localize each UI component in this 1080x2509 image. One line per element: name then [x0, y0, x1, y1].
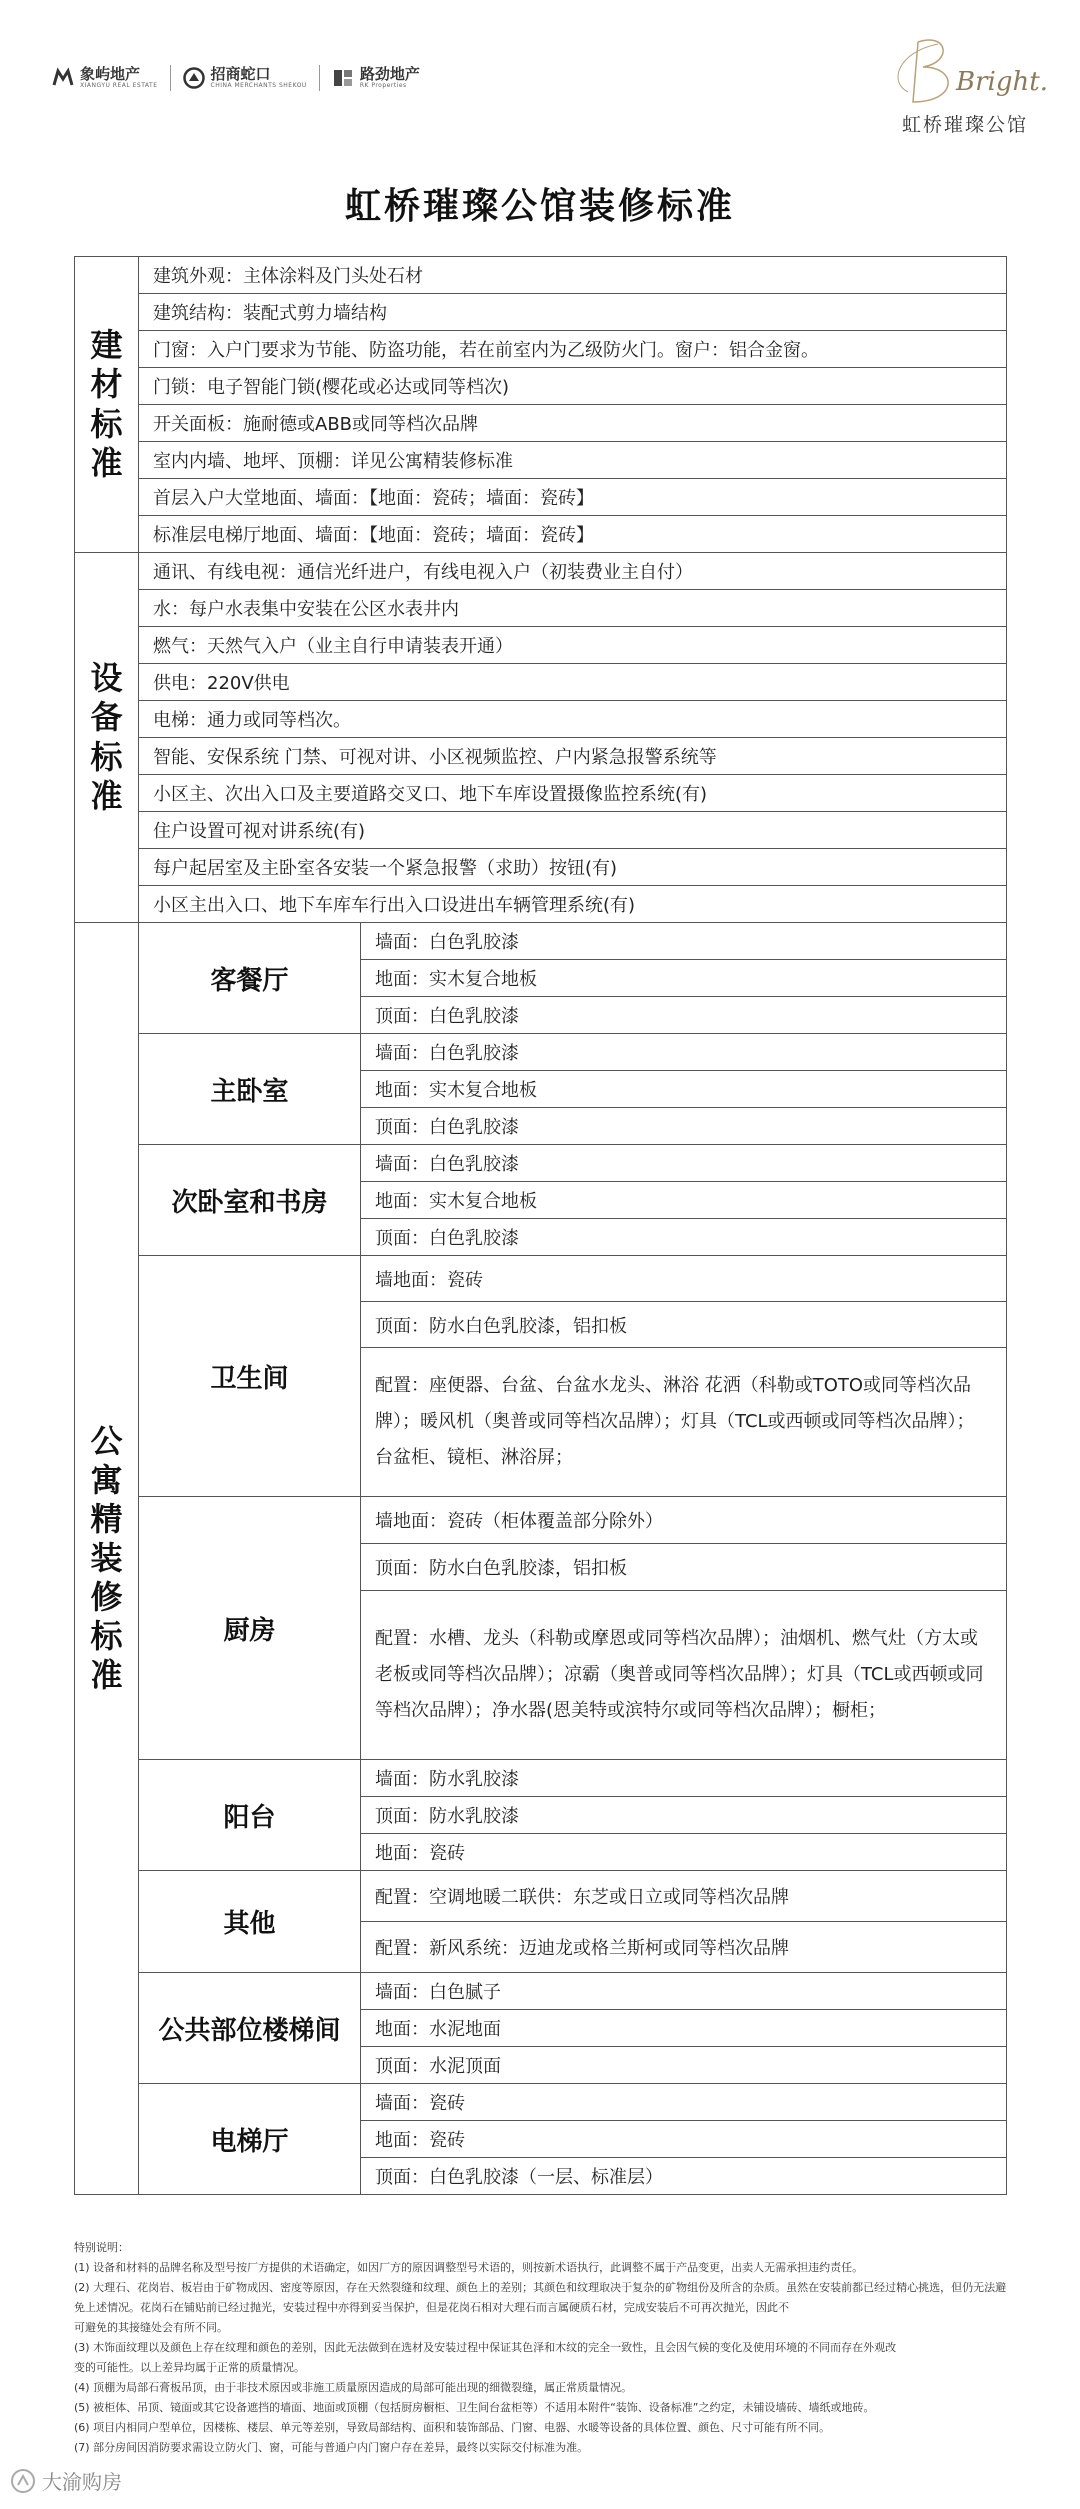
table-cell: 首层入户大堂地面、墙面：【地面：瓷砖；墙面：瓷砖】	[139, 479, 1007, 516]
notes-heading: 特别说明：	[74, 2241, 129, 2254]
room-name: 其他	[139, 1871, 361, 1973]
table-cell: 顶面：防水白色乳胶漆，铝扣板	[361, 1544, 1007, 1591]
table-cell: 墙面：白色乳胶漆	[361, 1145, 1007, 1182]
watermark-text: 大渝购房	[42, 2470, 122, 2494]
category-equipment	[75, 553, 139, 923]
category-apartment	[75, 923, 139, 2195]
table-row	[75, 368, 1007, 405]
special-notes	[74, 2238, 1024, 2458]
watermark	[10, 2466, 122, 2495]
table-row	[75, 553, 1007, 590]
project-brand	[858, 32, 1048, 142]
table-cell: 地面：水泥地面	[361, 2010, 1007, 2047]
table-cell: 墙面：白色腻子	[361, 1973, 1007, 2010]
table-row	[75, 775, 1007, 812]
table-row	[75, 331, 1007, 368]
table-cell: 墙面：白色乳胶漆	[361, 1034, 1007, 1071]
note-line: (2) 大理石、花岗岩、板岩由于矿物成因、密度等原因，存在天然裂缝和纹理、颜色上的差别；其颜色和纹理取决于复杂的矿物组份及所含的杂质。虽然在安装前都已经过精心挑选，但仍无法避免上述情况。花岗石在铺贴前已经过抛光，安装过程中亦得到妥当保护，但是花岗石相对大理石而言属硬质石材，完成安装后不可再次抛光，因此不	[74, 2281, 1007, 2314]
table-cell: 住户设置可视对讲系统(有)	[139, 812, 1007, 849]
table-cell: 配置：水槽、龙头（科勒或摩恩或同等档次品牌）；油烟机、燃气灶（方太或老板或同等档次品牌）；凉霸（奥普或同等档次品牌）；灯具（TCL或西顿或同等档次品牌）；净水器(恩美特或滨特尔或同等档次品牌）；橱柜；	[361, 1591, 1007, 1760]
table-cell: 建筑外观：主体涂料及门头处石材	[139, 257, 1007, 294]
table-row	[75, 812, 1007, 849]
logo-sub: RK Properties	[359, 82, 407, 90]
table-cell: 顶面：白色乳胶漆	[361, 997, 1007, 1034]
table-row	[75, 294, 1007, 331]
note-line: 可避免的其接缝处会有所不同。	[74, 2321, 228, 2334]
table-cell: 标准层电梯厅地面、墙面：【地面：瓷砖；墙面：瓷砖】	[139, 516, 1007, 553]
table-cell: 门窗：入户门要求为节能、防盗功能，若在前室内为乙级防火门。窗户：铝合金窗。	[139, 331, 1007, 368]
table-cell: 水：每户水表集中安装在公区水表井内	[139, 590, 1007, 627]
table-cell: 顶面：防水白色乳胶漆，铝扣板	[361, 1302, 1007, 1348]
category-materials	[75, 257, 139, 553]
category-label: 设 备 标 准	[90, 659, 123, 815]
room-name: 主卧室	[139, 1034, 361, 1145]
table-cell: 地面：瓷砖	[361, 2121, 1007, 2158]
table-cell: 建筑结构：装配式剪力墙结构	[139, 294, 1007, 331]
logo-sub: XIANGYU REAL ESTATE	[80, 82, 158, 90]
room-name: 次卧室和书房	[139, 1145, 361, 1256]
table-row	[75, 627, 1007, 664]
table-cell: 地面：实木复合地板	[361, 960, 1007, 997]
table-cell: 智能、安保系统 门禁、可视对讲、小区视频监控、户内紧急报警系统等	[139, 738, 1007, 775]
table-row	[75, 442, 1007, 479]
table-cell: 门锁：电子智能门锁(樱花或必达或同等档次)	[139, 368, 1007, 405]
logo-name: 招商蛇口	[210, 64, 271, 83]
logo-divider	[319, 65, 320, 91]
table-cell: 墙面：瓷砖	[361, 2084, 1007, 2121]
rk-logo	[332, 66, 420, 90]
table-row	[75, 1497, 1007, 1544]
table-cell: 小区主出入口、地下车库车行出入口设进出车辆管理系统(有)	[139, 886, 1007, 923]
note-line: (6) 项目内相同户型单位，因楼栋、楼层、单元等差别，导致局部结构、面积和装饰部品、门窗、电器、水暖等设备的具体位置、颜色、尺寸可能有所不同。	[74, 2421, 831, 2434]
table-cell: 室内内墙、地坪、顶棚：详见公寓精装修标准	[139, 442, 1007, 479]
table-cell: 小区主、次出入口及主要道路交叉口、地下车库设置摄像监控系统(有)	[139, 775, 1007, 812]
logo-name: 象屿地产	[80, 64, 141, 83]
table-row	[75, 664, 1007, 701]
table-cell: 配置：座便器、台盆、台盆水龙头、淋浴 花洒（科勒或TOTO或同等档次品牌）；暖风机（奥普或同等档次品牌）；灯具（TCL或西顿或同等档次品牌）；台盆柜、镜柜、淋浴屏；	[361, 1348, 1007, 1497]
cmsk-logo	[183, 66, 307, 90]
table-cell: 顶面：白色乳胶漆	[361, 1108, 1007, 1145]
note-line: (3) 木饰面纹理以及颜色上存在纹理和颜色的差别，因此无法做到在选材及安装过程中保证其色泽和木纹的完全一致性，且会因气候的变化及使用环境的不同而存在外观改	[74, 2341, 897, 2354]
table-cell: 地面：实木复合地板	[361, 1071, 1007, 1108]
table-cell: 墙面：防水乳胶漆	[361, 1760, 1007, 1797]
note-line: (1) 设备和材料的品牌名称及型号按厂方提供的术语确定，如因厂方的原因调整型号术语的，则按新术语执行，此调整不属于产品变更，出卖人无需承担违约责任。	[74, 2261, 864, 2274]
table-row	[75, 1973, 1007, 2010]
table-cell: 供电：220V供电	[139, 664, 1007, 701]
room-name: 厨房	[139, 1497, 361, 1760]
category-label: 建 材 标 准	[90, 326, 123, 482]
table-row	[75, 479, 1007, 516]
table-cell: 地面：实木复合地板	[361, 1182, 1007, 1219]
table-row	[75, 701, 1007, 738]
logo-sub: CHINA MERCHANTS SHEKOU	[210, 82, 307, 90]
brand-script-logo	[878, 32, 1048, 112]
room-name: 公共部位楼梯间	[139, 1973, 361, 2084]
note-line: (7) 部分房间因消防要求需设立防火门、窗，可能与普通户内门窗户存在差异，最终以实际交付标准为准。	[74, 2441, 589, 2454]
cmsk-logo-icon	[183, 67, 205, 89]
page-title: 虹桥璀璨公馆装修标准	[344, 186, 735, 227]
table-cell: 开关面板：施耐德或ABB或同等档次品牌	[139, 405, 1007, 442]
table-row	[75, 738, 1007, 775]
table-cell: 顶面：白色乳胶漆	[361, 1219, 1007, 1256]
table-row	[75, 1145, 1007, 1182]
table-row	[75, 590, 1007, 627]
logo-divider	[170, 65, 171, 91]
table-row	[75, 405, 1007, 442]
developer-logos	[52, 58, 420, 98]
table-cell: 地面：瓷砖	[361, 1834, 1007, 1871]
brand-script-text: Bright.	[956, 67, 1048, 97]
table-cell: 配置：新风系统：迈迪龙或格兰斯柯或同等档次品牌	[361, 1922, 1007, 1973]
xiangyu-logo-icon	[52, 67, 74, 89]
table-cell: 墙面：白色乳胶漆	[361, 923, 1007, 960]
table-row	[75, 886, 1007, 923]
room-name: 客餐厅	[139, 923, 361, 1034]
table-cell: 燃气：天然气入户（业主自行申请装表开通）	[139, 627, 1007, 664]
room-name: 电梯厅	[139, 2084, 361, 2195]
standards-table	[74, 256, 1007, 2195]
table-row	[75, 923, 1007, 960]
table-cell: 顶面：白色乳胶漆（一层、标准层）	[361, 2158, 1007, 2195]
table-row	[75, 257, 1007, 294]
table-cell: 配置：空调地暖二联供：东芝或日立或同等档次品牌	[361, 1871, 1007, 1922]
rk-logo-icon	[332, 67, 354, 89]
category-label: 公 寓 精 装 修 标 准	[90, 1421, 123, 1695]
brand-name: 虹桥璀璨公馆	[901, 114, 1028, 136]
table-cell: 通讯、有线电视：通信光纤进户，有线电视入户（初装费业主自付）	[139, 553, 1007, 590]
table-cell: 顶面：防水乳胶漆	[361, 1797, 1007, 1834]
table-cell: 墙地面：瓷砖	[361, 1256, 1007, 1302]
logo-name: 路劲地产	[359, 64, 420, 83]
note-line: 变的可能性。以上差异均属于正常的质量情况。	[74, 2361, 305, 2374]
table-cell: 墙地面：瓷砖（柜体覆盖部分除外）	[361, 1497, 1007, 1544]
table-row	[75, 1034, 1007, 1071]
xiangyu-logo	[52, 66, 158, 90]
table-row	[75, 849, 1007, 886]
room-name: 阳台	[139, 1760, 361, 1871]
table-cell: 每户起居室及主卧室各安装一个紧急报警（求助）按钮(有)	[139, 849, 1007, 886]
note-line: (4) 顶棚为局部石膏板吊顶，由于非技术原因或非施工质量原因造成的局部可能出现的细微裂缝，属正常质量情况。	[74, 2381, 633, 2394]
note-line: (5) 被柜体、吊顶、镜面或其它设备遮挡的墙面、地面或顶棚（包括厨房橱柜、卫生间台盆柜等）不适用本附件“装饰、设备标准”之约定，未铺设墙砖、墙纸或地砖。	[74, 2401, 875, 2414]
table-row	[75, 2084, 1007, 2121]
table-row	[75, 1760, 1007, 1797]
table-row	[75, 516, 1007, 553]
table-cell: 顶面：水泥顶面	[361, 2047, 1007, 2084]
table-row	[75, 1871, 1007, 1922]
watermark-logo-icon	[10, 2468, 36, 2494]
room-name: 卫生间	[139, 1256, 361, 1497]
table-cell: 电梯：通力或同等档次。	[139, 701, 1007, 738]
table-row	[75, 1256, 1007, 1302]
